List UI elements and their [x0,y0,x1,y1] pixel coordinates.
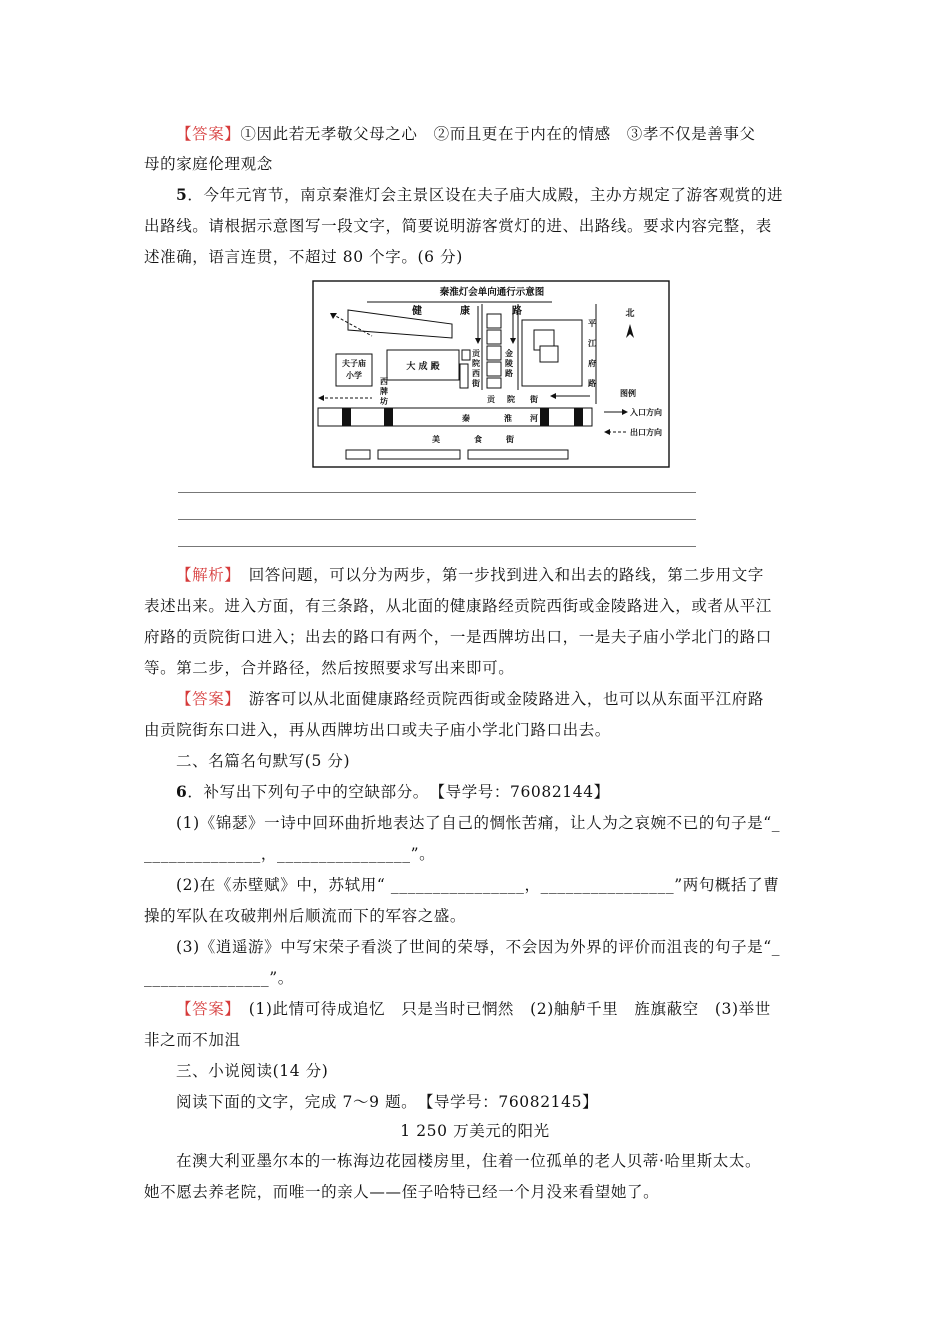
pjfl-2: 江 [588,339,596,348]
story-paragraph-line-2: 她不愿去养老院，而唯一的亲人——侄子哈特已经一个月没来看望她了。 [144,1183,660,1201]
legend-out-label: 出口方向 [630,428,662,437]
mid-block-3 [487,346,501,360]
answer-blank-line [178,546,696,547]
qhh-1: 秦 [462,414,470,423]
north-label: 北 [625,309,635,319]
q5-line-3: 述准确，语言连贯，不超过 80 个字。(6 分) [144,248,463,266]
mid-block-1 [487,314,501,328]
qhh-2: 淮 [504,414,512,423]
school-label-1: 夫子庙 [342,359,366,368]
q5-line-2: 出路线。请根据示意图写一段文字，简要说明游客赏灯的进、出路线。要求内容完整，表 [144,217,772,235]
section-2-heading: 二、名篇名句默写(5 分) [176,752,351,770]
mid-block-5 [487,378,501,388]
gyxj-4: 街 [472,379,480,388]
small-block-2 [460,364,468,388]
bridge-4 [574,408,583,426]
story-title: 1 250 万美元的阳光 [400,1122,550,1140]
gyxj-2: 院 [472,359,480,368]
mid-block-2 [487,330,501,344]
xipaifang-3: 坊 [380,397,388,406]
q5-answer-line-2: 由贡院街东口进入，再从西牌坊出口或夫子庙小学北门路口出去。 [144,721,611,739]
q4-answer-line-1: 【答案】①因此若无孝敬父母之心 ②而且更在于内在的情感 ③孝不仅是善事父 [176,125,756,143]
shop-2 [378,450,460,459]
road-jiankang-3: 路 [512,306,522,317]
shop-1 [346,450,370,459]
dacheng-label: 大 成 殿 [406,362,440,372]
road-jiankang-1: 健 [412,306,422,317]
q6-item-3-line-1: (3)《逍遥游》中写宋荣子看淡了世间的荣辱，不会因为外界的评价而沮丧的句子是“_ [176,938,781,956]
gyxj-3: 西 [472,369,480,378]
reading-intro: 阅读下面的文字，完成 7～9 题。 【导学号：76082145】 [176,1093,599,1111]
q6-answer-line-1: 【答案】 (1)此情可待成追忆 只是当时已惘然 (2)舳舻千里 旌旗蔽空 (3)举世 [176,1000,771,1018]
q5-answer-line-1: 【答案】 游客可以从北面健康路经贡院西街或金陵路进入，也可以从东面平江府路 [176,690,764,708]
bridge-2 [384,408,393,426]
pjfl-4: 路 [588,379,596,388]
q6-answer-line-2: 非之而不加沮 [144,1031,241,1049]
analysis-tag: 【解析】 [176,566,233,584]
story-paragraph-line-1: 在澳大利亚墨尔本的一栋海边花园楼房里，住着一位孤单的老人贝蒂·哈里斯太太。 [176,1152,762,1170]
legend-in-label: 入口方向 [630,408,662,417]
gyj-3: 街 [530,395,538,404]
shop-3 [468,450,568,459]
gyj-2: 院 [507,395,515,404]
bridge-3 [540,408,549,426]
q6-item-1-line-2: ______________，________________”。 [144,845,436,863]
xipaifang-2: 牌 [380,387,388,396]
gyxj-1: 贡 [472,349,480,358]
q5-analysis-line-1: 【解析】 回答问题，可以分为两步，第一步找到进入和出去的路线，第二步用文字 [176,566,764,584]
answer-blank-line [178,519,696,520]
right-inner-2 [540,346,558,362]
map-title: 秦淮灯会单向通行示意图 [439,287,545,298]
msj-1: 美 [432,435,440,444]
q5-analysis-line-4: 等。第二步，合并路径，然后按照要求写出来即可。 [144,659,515,677]
school-label-2: 小学 [346,371,362,380]
q6-line: 6．补写出下列句子中的空缺部分。 【导学号：76082144】 [176,782,610,801]
q6-item-2-line-2: 操的军队在攻破荆州后顺流而下的军容之盛。 [144,907,467,925]
xipaifang-1: 西 [380,377,388,386]
answer-tag: 【答案】 [176,125,241,143]
q6-item-1-line-1: (1)《锦瑟》一诗中回环曲折地表达了自己的惆怅苦痛，让人为之哀婉不已的句子是“_ [176,814,781,832]
section-3-heading: 三、小说阅读(14 分) [176,1062,329,1080]
traffic-map-figure [312,280,670,468]
road-jiankang-2: 康 [460,306,470,317]
jll-1: 金 [505,349,513,358]
legend-title: 图例 [620,389,636,398]
q5-line-1: 5．今年元宵节，南京秦淮灯会主景区设在夫子庙大成殿，主办方规定了游客观赏的进 [176,185,784,204]
answer-blank-line [178,492,696,493]
q5-analysis-line-2: 表述出来。进入方面，有三条路，从北面的健康路经贡院西街或金陵路进入，或者从平江 [144,597,772,615]
jll-2: 陵 [505,359,513,368]
q4-answer-line-2: 母的家庭伦理观念 [144,155,273,173]
answer-tag: 【答案】 [176,690,233,708]
pjfl-1: 平 [588,319,596,328]
answer-tag: 【答案】 [176,1000,233,1018]
bridge-1 [342,408,351,426]
q5-analysis-line-3: 府路的贡院街口进入；出去的路口有两个，一是西牌坊出口，一是夫子庙小学北门的路口 [144,628,772,646]
jll-3: 路 [505,369,513,378]
gyj-1: 贡 [487,395,495,404]
msj-2: 食 [474,435,482,444]
small-block [462,350,470,360]
q6-item-3-line-2: _______________”。 [144,969,294,987]
mid-block-4 [487,362,501,376]
q6-item-2-line-1: (2)在《赤壁赋》中，苏轼用“ ________________，________________”两句概括了曹 [176,876,780,894]
qhh-3: 河 [530,414,538,423]
qinhuai-river [318,408,592,426]
msj-3: 街 [506,435,514,444]
pjfl-3: 府 [588,359,596,368]
